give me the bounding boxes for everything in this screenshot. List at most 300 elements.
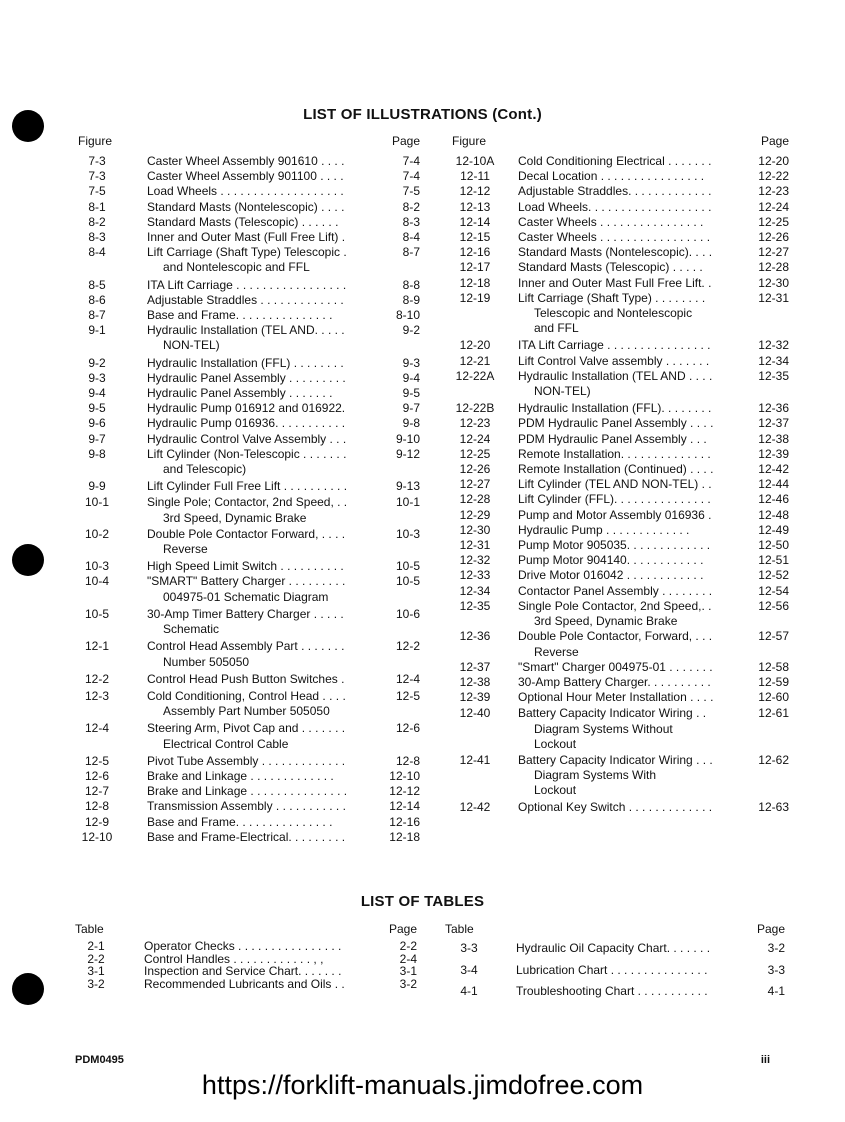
illustration-entry — [78, 356, 420, 371]
figure-title — [147, 672, 382, 687]
figure-title-line: Single Pole; Contactor, 2nd Speed, . . — [147, 495, 348, 510]
figure-title-line: Hydraulic Pump . . . . . . . . . . . . . — [518, 522, 690, 537]
figure-title — [147, 215, 382, 230]
figure-title — [518, 599, 751, 629]
illustration-entry — [452, 369, 789, 399]
figure-number: 12-8 — [84, 799, 110, 814]
page-ref: 12-18 — [389, 829, 420, 844]
page-ref: 10-6 — [395, 606, 420, 621]
figure-title — [147, 371, 382, 386]
figure-title — [518, 477, 751, 492]
figure-number: 12-27 — [459, 477, 491, 492]
figure-title — [518, 432, 751, 447]
figure-title — [147, 230, 382, 245]
page-ref: 8-4 — [402, 230, 420, 245]
table-entry — [445, 985, 785, 998]
figure-title-line: Base and Frame-Electrical. . . . . . . . . — [147, 829, 346, 844]
page-header: Page — [388, 922, 417, 936]
figure-number: 12-35 — [459, 598, 491, 613]
illustration-entry — [452, 584, 789, 599]
table-entry — [75, 953, 417, 966]
illustration-entry — [78, 154, 420, 169]
figure-title — [518, 629, 751, 659]
page-ref: 9-3 — [402, 355, 420, 370]
figure-title-line: Telescopic and Nontelescopic — [534, 306, 693, 321]
figure-title-line: "Smart" Charger 004975-01 . . . . . . . — [518, 659, 713, 674]
table-entry — [75, 965, 417, 978]
figure-title-line: Standard Masts (Nontelescopic). . . . — [518, 245, 713, 260]
figure-title-line: Hydraulic Control Valve Assembly . . . — [147, 431, 347, 446]
illustration-entry — [452, 660, 789, 675]
figure-title — [518, 230, 751, 245]
punch-hole-middle — [12, 544, 44, 576]
figure-title-line: Optional Hour Meter Installation . . . . — [518, 690, 714, 705]
page-ref: 12-10 — [389, 768, 420, 783]
figure-number: 8-5 — [88, 277, 106, 292]
figure-number: 12-3 — [84, 688, 110, 703]
illustrations-right-column — [452, 134, 789, 815]
illustration-entry — [78, 607, 420, 637]
figure-title-line: Lift Carriage (Shaft Type) . . . . . . . . — [518, 290, 706, 305]
figure-number: 12-39 — [459, 690, 491, 705]
figure-number: 9-6 — [88, 416, 106, 431]
figure-title — [518, 291, 751, 337]
page-ref: 12-58 — [758, 659, 789, 674]
figure-title — [147, 447, 382, 477]
figure-title-line: Battery Capacity Indicator Wiring . . . — [518, 752, 713, 767]
figure-title — [518, 184, 751, 199]
figure-title — [518, 354, 751, 369]
figure-title — [518, 706, 751, 752]
figure-title-line: 30-Amp Timer Battery Charger . . . . . — [147, 606, 344, 621]
page-ref: 8-2 — [402, 199, 420, 214]
illustration-entry — [452, 599, 789, 629]
figure-title-line: Hydraulic Pump 016936. . . . . . . . . . . — [147, 416, 346, 431]
figure-title-line: Reverse — [534, 644, 579, 659]
page-ref: 12-20 — [758, 154, 789, 168]
page-ref: 8-10 — [395, 308, 420, 323]
figure-title — [147, 495, 382, 525]
figure-title-line: Pump Motor 905035. . . . . . . . . . . . . — [518, 538, 711, 553]
figure-title-line: Control Head Push Button Switches . — [147, 671, 345, 686]
figure-number: 12-18 — [459, 275, 491, 290]
illustration-entry — [452, 416, 789, 431]
page-ref: 12-39 — [758, 446, 789, 461]
page-ref: 12-42 — [758, 462, 789, 477]
page-ref: 2-2 — [399, 939, 417, 953]
figure-title-line: Cold Conditioning, Control Head . . . . — [147, 688, 346, 703]
figure-title — [147, 815, 382, 830]
illustration-entry — [78, 432, 420, 447]
figure-title — [147, 574, 382, 604]
figure-title-line: 004975-01 Schematic Diagram — [163, 589, 329, 604]
figure-title — [147, 527, 382, 557]
figure-title-line: Lift Carriage (Shaft Type) Telescopic . — [147, 245, 347, 260]
figure-title-line: ITA Lift Carriage . . . . . . . . . . . . . . . . — [518, 338, 711, 353]
figure-number: 12-5 — [84, 753, 110, 768]
figure-title-line: Number 505050 — [163, 654, 250, 669]
page-ref: 7-4 — [402, 154, 420, 168]
figure-number: 12-28 — [459, 492, 491, 507]
page-ref: 12-6 — [395, 721, 420, 736]
table-number: 3-2 — [87, 976, 105, 991]
figure-number: 8-6 — [88, 292, 106, 307]
illustration-entry — [78, 278, 420, 293]
page-ref: 9-10 — [395, 431, 420, 446]
page-ref: 12-54 — [758, 583, 789, 598]
table-entry — [445, 964, 785, 977]
figure-title — [147, 356, 382, 371]
figure-number: 12-9 — [84, 814, 110, 829]
illustration-entry — [452, 447, 789, 462]
figure-title-line: Standard Masts (Nontelescopic) . . . . — [147, 199, 345, 214]
page-ref: 12-16 — [389, 814, 420, 829]
page-ref: 12-51 — [758, 553, 789, 568]
page-ref: 12-36 — [758, 401, 789, 416]
figure-number: 12-1 — [84, 639, 110, 654]
page-ref: 12-28 — [758, 260, 789, 275]
figure-title-line: Lift Cylinder Full Free Lift . . . . . . . . . . — [147, 479, 348, 494]
page-ref: 9-12 — [395, 446, 420, 461]
table-number: 3-1 — [87, 964, 105, 978]
figure-title-line: 30-Amp Battery Charger. . . . . . . . . . — [518, 674, 711, 689]
illustration-entry — [452, 215, 789, 230]
table-entry — [75, 978, 417, 991]
figure-title — [147, 184, 382, 199]
page-ref: 12-26 — [758, 230, 789, 245]
figure-title — [147, 799, 382, 814]
figure-number: 12-16 — [459, 245, 491, 260]
illustration-entry — [78, 323, 420, 353]
figure-title — [518, 200, 751, 215]
table-title: Control Handles . . . . . . . . . . . . , , — [144, 952, 324, 965]
page-ref: 8-3 — [402, 214, 420, 229]
page-ref: 9-4 — [402, 370, 420, 385]
page-ref: 3-1 — [399, 964, 417, 978]
figure-title-line: Standard Masts (Telescopic) . . . . . . — [147, 214, 339, 229]
page-ref: 12-5 — [395, 688, 420, 703]
page-ref: 12-52 — [758, 568, 789, 583]
figure-title — [518, 568, 751, 583]
figure-title-line: Electrical Control Cable — [163, 736, 289, 751]
figure-title — [518, 169, 751, 184]
illustration-entry — [78, 245, 420, 275]
figure-title-line: Caster Wheel Assembly 901100 . . . . — [147, 169, 344, 184]
page-ref: 12-37 — [758, 416, 789, 431]
figure-title — [518, 338, 751, 353]
page-ref: 12-12 — [389, 784, 420, 799]
page-ref: 7-5 — [402, 184, 420, 199]
figure-title-line: Double Pole Contactor Forward, . . . . — [147, 526, 346, 541]
figure-title — [147, 386, 382, 401]
figure-title-line: 3rd Speed, Dynamic Brake — [534, 614, 678, 629]
figure-number: 9-9 — [88, 479, 106, 494]
illustration-entry — [78, 447, 420, 477]
figure-title — [518, 675, 751, 690]
figure-title-line: Inner and Outer Mast (Full Free Lift) . — [147, 230, 346, 245]
figure-title — [147, 769, 382, 784]
figure-title — [518, 800, 751, 815]
figure-number: 12-22B — [455, 401, 495, 416]
table-entry — [75, 940, 417, 953]
illustration-entry — [78, 815, 420, 830]
figure-number: 9-7 — [88, 431, 106, 446]
figure-number: 10-1 — [84, 495, 110, 510]
figure-title — [147, 278, 382, 293]
figure-title-line: Reverse — [163, 542, 208, 557]
illustration-entry — [78, 784, 420, 799]
figure-title-line: Caster Wheels . . . . . . . . . . . . . . . . — [518, 214, 704, 229]
document-code: PDM0495 — [75, 1054, 124, 1066]
figure-number: 9-5 — [88, 401, 106, 416]
figure-title — [518, 260, 751, 275]
figure-number: 12-11 — [460, 169, 490, 184]
figure-title-line: Single Pole Contactor, 2nd Speed,. . — [518, 598, 712, 613]
figure-title-line: Optional Key Switch . . . . . . . . . . . . . — [518, 799, 713, 814]
illustration-entry — [452, 477, 789, 492]
figure-title — [147, 754, 382, 769]
illustration-entry — [78, 230, 420, 245]
page-ref: 9-2 — [402, 323, 420, 338]
figure-title-line: Hydraulic Installation (FFL). . . . . . . . — [518, 401, 712, 416]
figure-title-line: Double Pole Contactor, Forward, . . . — [518, 629, 713, 644]
figure-header: Figure — [78, 134, 113, 148]
table-header: Table — [445, 922, 474, 936]
figure-title — [147, 479, 382, 494]
figure-title — [518, 492, 751, 507]
table-title: Lubrication Chart . . . . . . . . . . . . . . . — [516, 963, 708, 976]
figure-number: 12-22A — [455, 368, 495, 383]
figure-number: 12-38 — [459, 674, 491, 689]
page-ref: 9-7 — [402, 401, 420, 416]
figure-title — [518, 369, 751, 399]
illustration-entry — [452, 338, 789, 353]
illustration-entry — [452, 245, 789, 260]
figure-title-line: PDM Hydraulic Panel Assembly . . . — [518, 431, 707, 446]
page-ref: 8-9 — [402, 292, 420, 307]
page-ref: 12-46 — [758, 492, 789, 507]
figure-title — [518, 753, 751, 799]
page-ref: 12-8 — [395, 753, 420, 768]
figure-number: 8-1 — [88, 199, 106, 214]
figure-title-line: Lockout — [534, 783, 577, 798]
figure-number: 12-17 — [459, 260, 491, 275]
figure-title — [147, 323, 382, 353]
figure-title-line: PDM Hydraulic Panel Assembly . . . . — [518, 416, 714, 431]
illustration-entry — [78, 200, 420, 215]
page-ref: 12-63 — [758, 799, 789, 814]
page-ref: 12-59 — [758, 674, 789, 689]
page-ref: 12-2 — [395, 639, 420, 654]
figure-title-line: Steering Arm, Pivot Cap and . . . . . . . — [147, 721, 346, 736]
figure-title-line: Standard Masts (Telescopic) . . . . . — [518, 260, 703, 275]
page-ref: 3-2 — [767, 941, 785, 955]
illustration-entry — [452, 706, 789, 752]
table-number: 2-2 — [87, 951, 105, 966]
illustration-entry — [452, 154, 789, 169]
figure-title — [518, 276, 751, 291]
illustrations-left-column — [78, 134, 420, 845]
table-number: 2-1 — [87, 939, 105, 953]
figure-number: 12-32 — [459, 553, 491, 568]
figure-number: 10-2 — [84, 526, 110, 541]
figure-title-line: Adjustable Straddles . . . . . . . . . . . . . — [147, 292, 344, 307]
table-header: Table — [75, 922, 104, 936]
page-ref: 12-4 — [395, 671, 420, 686]
table-title: Troubleshooting Chart . . . . . . . . . . . — [516, 985, 708, 998]
tables-right-column — [445, 922, 785, 998]
illustration-entry — [78, 386, 420, 401]
figure-number: 8-4 — [88, 245, 106, 260]
figure-title — [518, 447, 751, 462]
figure-number: 9-4 — [88, 386, 106, 401]
figure-number: 12-15 — [459, 230, 491, 245]
figure-title-line: Load Wheels. . . . . . . . . . . . . . . . . . . — [518, 199, 712, 214]
illustration-entry — [452, 690, 789, 705]
figure-number: 7-3 — [88, 169, 106, 184]
illustration-entry — [78, 754, 420, 769]
figure-number: 10-5 — [84, 606, 110, 621]
figure-title-line: Base and Frame. . . . . . . . . . . . . . . — [147, 814, 333, 829]
figure-number: 12-33 — [459, 568, 491, 583]
page-ref: 8-7 — [402, 245, 420, 260]
illustration-entry — [78, 169, 420, 184]
figure-number: 12-31 — [459, 538, 491, 553]
figure-title-line: Hydraulic Pump 016912 and 016922. — [147, 401, 346, 416]
page-ref: 12-25 — [758, 214, 789, 229]
figure-title-line: Remote Installation. . . . . . . . . . . . . . — [518, 446, 711, 461]
figure-number: 9-2 — [88, 355, 106, 370]
figure-number: 12-41 — [459, 752, 491, 767]
figure-title-line: 3rd Speed, Dynamic Brake — [163, 510, 307, 525]
figure-title — [518, 154, 751, 169]
figure-title-line: and FFL — [534, 321, 579, 336]
tables-left-column — [75, 922, 417, 990]
page-ref: 9-13 — [395, 479, 420, 494]
figure-title-line: Hydraulic Panel Assembly . . . . . . . — [147, 386, 333, 401]
page-ref: 2-4 — [399, 951, 417, 966]
illustration-entry — [452, 492, 789, 507]
figure-title-line: Battery Capacity Indicator Wiring . . — [518, 706, 707, 721]
figure-number: 12-2 — [84, 671, 110, 686]
figure-title-line: Diagram Systems With — [534, 768, 657, 783]
page-ref: 12-32 — [758, 338, 789, 353]
figure-title — [147, 401, 382, 416]
column-header — [78, 134, 420, 154]
punch-hole-bottom — [12, 973, 44, 1005]
figure-title — [147, 169, 382, 184]
table-title: Inspection and Service Chart. . . . . . . — [144, 965, 342, 978]
illustration-entry — [452, 523, 789, 538]
illustration-entry — [78, 215, 420, 230]
illustration-entry — [452, 553, 789, 568]
page-ref: 12-38 — [758, 431, 789, 446]
page-ref: 12-35 — [758, 368, 789, 383]
figure-number: 12-42 — [459, 799, 491, 814]
figure-title-line: Control Head Assembly Part . . . . . . . — [147, 639, 345, 654]
page-ref: 12-56 — [758, 598, 789, 613]
figure-title — [518, 245, 751, 260]
page-ref: 12-27 — [758, 245, 789, 260]
figure-title-line: Load Wheels . . . . . . . . . . . . . . . . . . . — [147, 184, 344, 199]
figure-title-line: Hydraulic Panel Assembly . . . . . . . . . — [147, 370, 346, 385]
figure-number: 12-26 — [459, 462, 491, 477]
illustration-entry — [452, 462, 789, 477]
illustration-entry — [452, 276, 789, 291]
figure-title — [147, 784, 382, 799]
illustration-entry — [78, 401, 420, 416]
figure-title-line: Inner and Outer Mast Full Free Lift. . — [518, 275, 712, 290]
figure-title-line: and Telescopic) — [163, 462, 247, 477]
figure-number: 12-13 — [459, 199, 491, 214]
figure-title — [518, 690, 751, 705]
figure-header: Figure — [452, 134, 487, 148]
figure-title — [147, 154, 382, 169]
figure-number: 7-3 — [88, 154, 106, 168]
figure-title-line: Adjustable Straddles. . . . . . . . . . . . . — [518, 184, 712, 199]
illustration-entry — [452, 260, 789, 275]
illustration-entry — [78, 672, 420, 687]
figure-title-line: Drive Motor 016042 . . . . . . . . . . . . — [518, 568, 704, 583]
figure-title-line: NON-TEL) — [163, 338, 220, 353]
figure-title-line: Pivot Tube Assembly . . . . . . . . . . . . . — [147, 753, 346, 768]
illustration-entry — [452, 800, 789, 815]
figure-number: 10-4 — [84, 574, 110, 589]
column-header — [452, 134, 789, 154]
figure-title — [518, 584, 751, 599]
figure-number: 12-19 — [459, 290, 491, 305]
page-ref: 10-5 — [395, 574, 420, 589]
page-ref: 12-57 — [758, 629, 789, 644]
illustration-entry — [452, 291, 789, 337]
page-ref: 3-3 — [767, 962, 785, 977]
illustration-entry — [78, 639, 420, 669]
figure-number: 12-4 — [84, 721, 110, 736]
figure-title — [147, 607, 382, 637]
illustration-entry — [78, 689, 420, 719]
figure-number: 12-20 — [459, 338, 491, 353]
page-ref: 12-22 — [758, 169, 789, 184]
figure-title-line: Hydraulic Installation (TEL AND . . . . — [518, 368, 713, 383]
table-entry — [445, 942, 785, 955]
page-ref: 12-44 — [758, 477, 789, 492]
illustration-entry — [452, 538, 789, 553]
figure-title — [518, 508, 751, 523]
page-ref: 10-3 — [395, 526, 420, 541]
figure-number: 9-3 — [88, 370, 106, 385]
page-ref: 12-60 — [758, 690, 789, 705]
source-url[interactable]: https://forklift-manuals.jimdofree.com — [201, 1070, 644, 1100]
figure-title — [518, 416, 751, 431]
illustration-entry — [78, 308, 420, 323]
illustration-entry — [452, 200, 789, 215]
figure-number: 8-7 — [88, 308, 106, 323]
figure-number: 12-12 — [459, 184, 491, 199]
figure-title-line: Cold Conditioning Electrical . . . . . . . — [518, 154, 712, 168]
illustration-entry — [78, 769, 420, 784]
figure-title-line: ITA Lift Carriage . . . . . . . . . . . . . . . . . — [147, 277, 347, 292]
figure-title — [518, 523, 751, 538]
column-header — [445, 922, 785, 940]
illustration-entry — [452, 169, 789, 184]
figure-title-line: Hydraulic Installation (FFL) . . . . . . . . — [147, 355, 344, 370]
figure-title-line: Brake and Linkage . . . . . . . . . . . . . — [147, 768, 334, 783]
figure-title — [147, 200, 382, 215]
table-number: 3-4 — [460, 962, 478, 977]
figure-title-line: Remote Installation (Continued) . . . . — [518, 462, 714, 477]
figure-title — [147, 639, 382, 669]
illustration-entry — [78, 495, 420, 525]
